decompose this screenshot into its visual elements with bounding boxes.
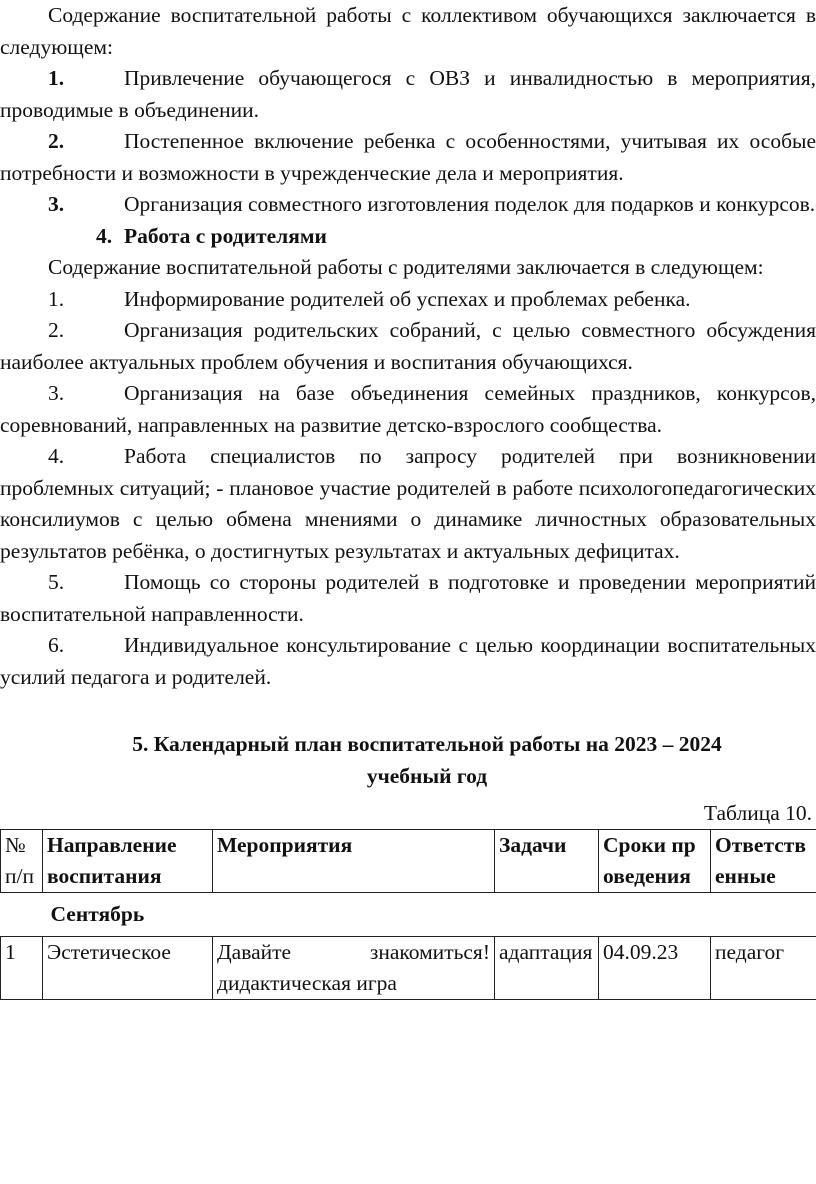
list-item-number: 2. — [48, 318, 65, 342]
list-item-number: 4. — [48, 444, 65, 468]
list-item-number: 5. — [48, 570, 65, 594]
list-item-text: Привлечение обучающегося с ОВЗ и инвалидностью в мероприятия, проводимые в объединении. — [0, 66, 816, 122]
section-4-heading — [0, 221, 816, 253]
list-item — [0, 284, 816, 316]
list-item — [0, 630, 816, 693]
cell-task: адаптация — [495, 937, 599, 1000]
list-item-number: 1. — [48, 66, 65, 90]
list-item-text: Индивидуальное консультирование с целью координации воспитательных усилий педагога и родителей. — [0, 633, 816, 689]
parent-list — [0, 284, 816, 694]
list-item-text: Организация на базе объединения семейных праздников, конкурсов, соревнований, направленных на развитие детско-взрослого сообщества. — [0, 381, 816, 437]
table-caption: Таблица 10. — [703, 801, 812, 825]
list-item-number: 1. — [48, 286, 65, 311]
list-item-number: 6. — [48, 633, 65, 657]
calendar-plan-heading-line-2: учебный год — [366, 763, 488, 788]
list-item — [0, 189, 816, 221]
header-dates: Сроки проведения — [599, 830, 711, 893]
header-events: Мероприятия — [213, 830, 495, 893]
header-number: № п/п — [1, 830, 43, 893]
list-item — [0, 441, 816, 567]
calendar-plan-table — [0, 829, 816, 1000]
table-header-row — [1, 830, 816, 893]
calendar-plan-heading — [0, 729, 816, 792]
list-item-number: 3. — [48, 381, 65, 405]
list-item-text: Организация совместного изготовления поделок для подарков и конкурсов. — [124, 192, 816, 216]
student-list — [0, 63, 816, 221]
cell-event-text: Давайте знакомиться! дидактическая игра — [217, 940, 490, 995]
cell-direction: Эстетическое — [43, 937, 213, 1000]
list-item-text: Организация родительских собраний, с целью совместного обсуждения наиболее актуальных проблем обучения и воспитания обучающихся. — [0, 318, 816, 374]
list-item — [0, 63, 816, 126]
list-item-text: Информирование родителей об успехах и проблемах ребенка. — [124, 286, 691, 311]
intro-parents: Содержание воспитательной работы с родителями заключается в следующем: — [48, 255, 764, 279]
list-item-text: Постепенное включение ребенка с особенностями, учитывая их особые потребности и возможности в учрежденческие дела и мероприятия. — [0, 129, 816, 185]
list-item-text: Работа специалистов по запросу родителей при возникновении проблемных ситуаций; - плановое участие родителей в работе психологопедагогических консилиумов с целью обмена мнениями о динамике личностных образовательных результатов ребёнка, о достигнутых результатах и актуальных дефицитах. — [0, 444, 816, 563]
list-item — [0, 567, 816, 630]
section-4-number: 4. — [96, 223, 113, 248]
header-responsible: Ответственные — [711, 830, 816, 893]
month-row — [1, 893, 816, 937]
list-item-number: 3. — [48, 192, 65, 216]
list-item — [0, 126, 816, 189]
calendar-plan-heading-line-1: 5. Календарный план воспитательной работы на 2023 – 2024 — [132, 732, 722, 756]
list-item-text: Помощь со стороны родителей в подготовке и проведении мероприятий воспитательной направленности. — [0, 570, 816, 626]
cell-responsible: педагог — [711, 937, 816, 1000]
header-tasks: Задачи — [495, 830, 599, 893]
header-direction: Направление воспитания — [43, 830, 213, 893]
table-row — [1, 937, 816, 1000]
cell-date: 04.09.23 — [599, 937, 711, 1000]
list-item — [0, 378, 816, 441]
cell-event — [213, 937, 495, 1000]
list-item-number: 2. — [48, 129, 65, 153]
intro-students: Содержание воспитательной работы с коллективом обучающихся заключается в следующем: — [0, 3, 816, 59]
section-4-title: Работа с родителями — [124, 223, 327, 248]
list-item — [0, 315, 816, 378]
month-label: Сентябрь — [1, 893, 816, 937]
cell-number: 1 — [1, 937, 43, 1000]
